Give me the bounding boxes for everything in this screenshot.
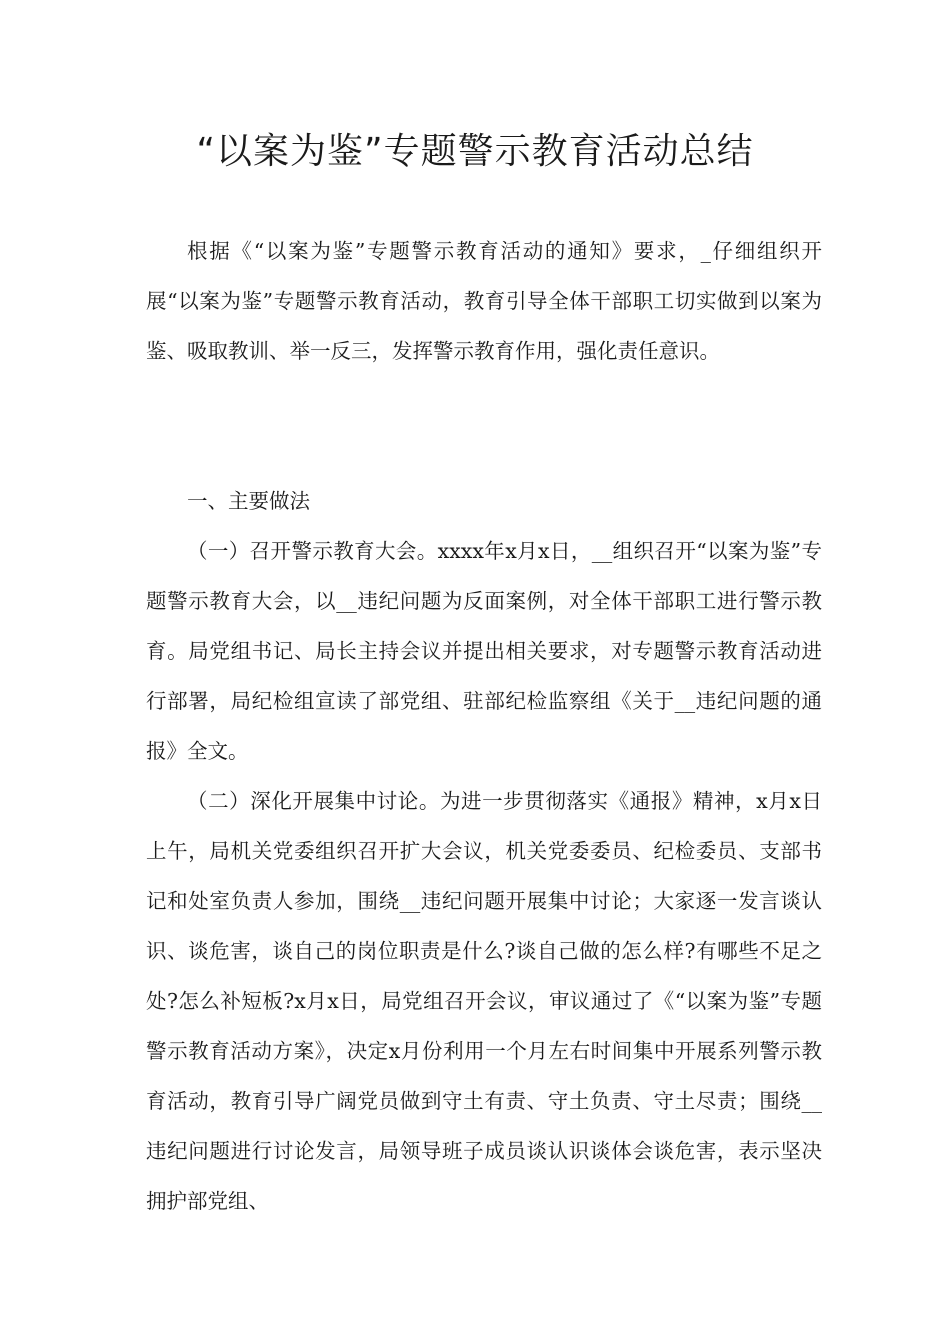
section-heading: 一、主要做法 xyxy=(187,489,310,513)
section-heading-block xyxy=(146,476,822,526)
paragraph-1: （一）召开警示教育大会。xxxx年x月x日，__组织召开“以案为鉴”专题警示教育大会，以__违纪问题为反面案例，对全体干部职工进行警示教育。局党组书记、局长主持会议并提出相关要求，对专题警示教育活动进行部署，局纪检组宣读了部党组、驻部纪检监察组《关于__违纪问题的通报》全文。 xyxy=(146,539,822,763)
document-title: “以案为鉴”专题警示教育活动总结 xyxy=(196,131,754,172)
intro-block xyxy=(146,226,822,376)
paragraph-2-block xyxy=(146,776,822,1226)
paragraph-1-block xyxy=(146,526,822,776)
paragraph-2: （二）深化开展集中讨论。为进一步贯彻落实《通报》精神，x月x日上午，局机关党委组织召开扩大会议，机关党委委员、纪检委员、支部书记和处室负责人参加，围绕__违纪问题开展集中讨论；大家逐一发言谈认识、谈危害，谈自己的岗位职责是什么?谈自己做的怎么样?有哪些不足之处?怎么补短板?x月x日，局党组召开会议，审议通过了《“以案为鉴”专题警示教育活动方案》，决定x月份利用一个月左右时间集中开展系列警示教育活动，教育引导广阔党员做到守土有责、守土负责、守土尽责；围绕__违纪问题进行讨论发言，局领导班子成员谈认识谈体会谈危害，表示坚决拥护部党组、 xyxy=(146,789,822,1213)
intro-paragraph: 根据《“以案为鉴”专题警示教育活动的通知》要求，_仔细组织开展“以案为鉴”专题警示教育活动，教育引导全体干部职工切实做到以案为鉴、吸取教训、举一反三，发挥警示教育作用，强化责任意识。 xyxy=(146,239,822,363)
